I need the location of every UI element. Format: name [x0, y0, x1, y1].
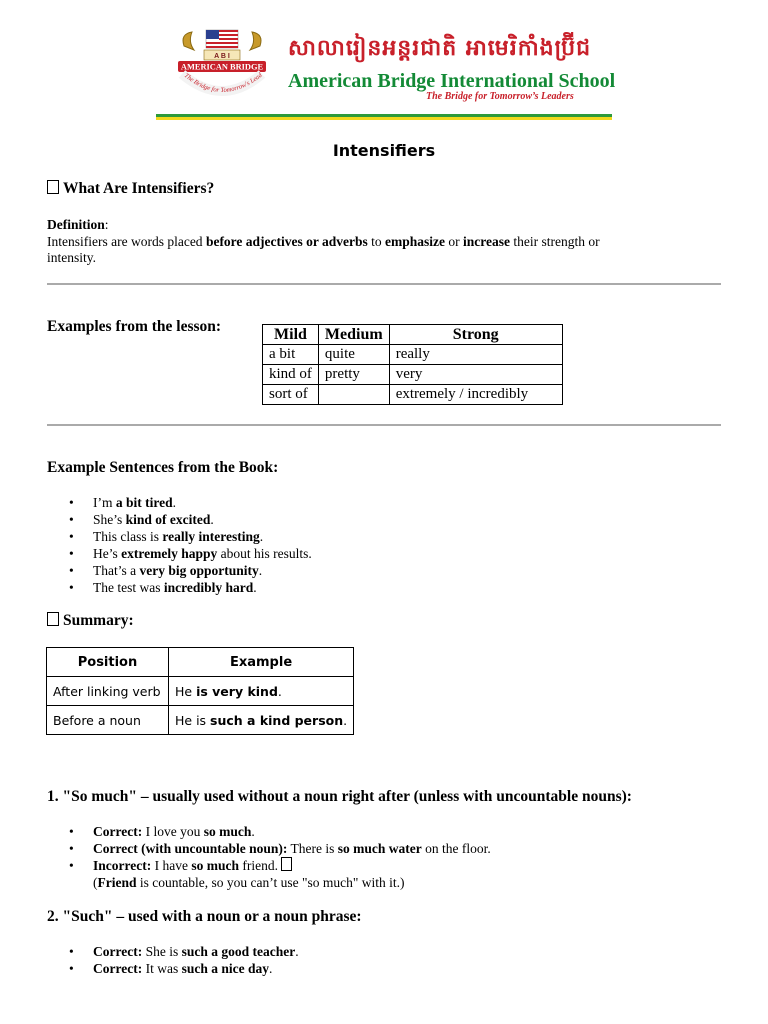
- list-item: • This class is really interesting.: [93, 528, 312, 545]
- table-row: kind of pretty very: [263, 365, 563, 385]
- examples-label: Examples from the lesson:: [47, 318, 222, 335]
- table-header: Medium: [318, 325, 389, 345]
- table-row: Before a noun He is such a kind person.: [47, 706, 354, 735]
- table-row: sort of extremely / incredibly: [263, 385, 563, 405]
- missing-glyph-icon: [47, 180, 59, 194]
- list-item: • He’s extremely happy about his results.: [93, 545, 312, 562]
- page-title: Intensifiers: [332, 141, 436, 160]
- summary-heading: Summary:: [47, 612, 134, 630]
- list-item: • She’s kind of excited.: [93, 511, 312, 528]
- table-header: Position: [47, 648, 169, 677]
- divider: [47, 424, 721, 426]
- table-header: Mild: [263, 325, 319, 345]
- list-item: • Correct: She is such a good teacher.: [93, 943, 299, 960]
- list-item: • I’m a bit tired.: [93, 494, 312, 511]
- svg-text:AMERICAN BRIDGE: AMERICAN BRIDGE: [180, 62, 264, 72]
- list-item: • Correct: I love you so much.: [93, 823, 491, 840]
- svg-text:A B I: A B I: [214, 53, 230, 60]
- school-name: American Bridge International School: [288, 70, 616, 92]
- missing-glyph-icon: [47, 612, 59, 626]
- school-header: [160, 24, 616, 122]
- such-heading: 2. "Such" – used with a noun or a noun phrase:: [47, 908, 362, 925]
- summary-table: [46, 647, 354, 735]
- table-row: a bit quite really: [263, 345, 563, 365]
- school-name-khmer: សាលារៀនអន្តរជាតិ អាមេរិកាំងប្រ៊ីជ: [288, 36, 592, 61]
- school-motto: The Bridge for Tomorrow’s Leaders: [426, 91, 574, 102]
- list-item-note: (Friend is countable, so you can’t use "so much" with it.): [93, 875, 405, 890]
- definition-label: Definition:: [47, 217, 109, 232]
- list-item: • That’s a very big opportunity.: [93, 562, 312, 579]
- list-item: • Correct: It was such a nice day.: [93, 960, 299, 977]
- svg-text:The Bridge for Tomorrow's Lead: The Bridge for Tomorrow's Lead: [182, 71, 264, 95]
- such-list: [47, 943, 299, 977]
- sentences-heading: Example Sentences from the Book:: [47, 459, 279, 476]
- table-header: Example: [169, 648, 354, 677]
- school-logo: [174, 26, 270, 104]
- definition-text-line1: Intensifiers are words placed before adjectives or adverbs to emphasize or increase their strength or: [47, 234, 600, 249]
- divider: [47, 283, 721, 285]
- example-sentence-list: [47, 494, 312, 596]
- header-band-yellow: [156, 117, 612, 120]
- so-much-heading: 1. "So much" – usually used without a noun right after (unless with uncountable nouns):: [47, 788, 632, 805]
- table-row: After linking verb He is very kind.: [47, 677, 354, 706]
- intensifier-table: [262, 324, 563, 405]
- list-item: • The test was incredibly hard.: [93, 579, 312, 596]
- table-header: Strong: [389, 325, 562, 345]
- definition-text-line2: intensity.: [47, 250, 96, 265]
- missing-glyph-icon: [281, 857, 292, 871]
- what-heading: What Are Intensifiers?: [47, 180, 214, 198]
- so-much-list: [47, 823, 491, 891]
- list-item: • Incorrect: I have so much friend.: [93, 857, 491, 874]
- list-item: • Correct (with uncountable noun): There is so much water on the floor.: [93, 840, 491, 857]
